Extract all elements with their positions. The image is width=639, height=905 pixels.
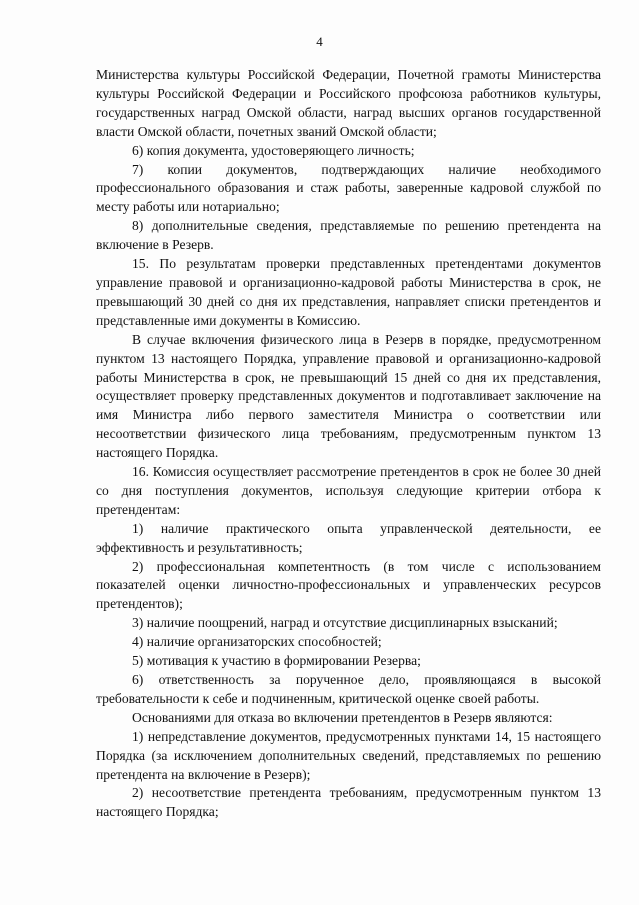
paragraph: 16. Комиссия осуществляет рассмотрение претендентов в срок не более 30 дней со дня поступления документов, используя следующие критерии отбора к претендентам:: [96, 464, 601, 517]
paragraph: 5) мотивация к участию в формировании Резерва;: [132, 653, 421, 669]
paragraph: Министерства культуры Российской Федерации, Почетной грамоты Министерства культуры Российской Федерации и Российского профсоюза работников культуры, государственных наград Омской области, наград высших органов государственной власти Омской области, почетных званий Омской области;: [96, 67, 601, 139]
paragraph: 6) копия документа, удостоверяющего личность;: [132, 142, 415, 158]
paragraph: Основаниями для отказа во включении претендентов в Резерв являются:: [132, 709, 553, 725]
paragraph: 4) наличие организаторских способностей;: [132, 634, 382, 650]
paragraph: 1) наличие практического опыта управленческой деятельности, ее эффективность и результативность;: [96, 520, 601, 555]
paragraph: В случае включения физического лица в Резерв в порядке, предусмотренном пунктом 13 настоящего Порядка, управление правовой и организационно-кадровой работы Министерства в срок, не превышающий 15 дней со дня их представления, осуществляет проверку представленных документов и подготавливает заключение на имя Министра либо первого заместителя Министра о соответствии или несоответствии физического лица требованиям, предусмотренным пунктом 13 настоящего Порядка.: [96, 331, 601, 461]
body-text: [96, 66, 601, 822]
paragraph: 3) наличие поощрений, наград и отсутствие дисциплинарных взысканий;: [132, 615, 558, 631]
paragraph: 2) профессиональная компетентность (в том числе с использованием показателей оценки личностно-профессиональных и управленческих ресурсов претендентов);: [96, 558, 601, 612]
paragraph: 2) несоответствие претендента требованиям, предусмотренным пунктом 13 настоящего Порядка;: [96, 785, 601, 820]
paragraph: 15. По результатам проверки представленных претендентами документов управление правовой и организационно-кадровой работы Министерства в срок, не превышающий 30 дней со дня их представления, направляет списки претендентов и представленные ими документы в Комиссию.: [96, 256, 601, 328]
page-number: 4: [316, 34, 323, 49]
paragraph: 8) дополнительные сведения, представляемые по решению претендента на включение в Резерв.: [96, 218, 601, 253]
paragraph: 1) непредставление документов, предусмотренных пунктами 14, 15 настоящего Порядка (за исключением дополнительных сведений, представляемых по решению претендента на включение в Резерв);: [96, 728, 601, 782]
paragraph: 7) копии документов, подтверждающих наличие необходимого профессионального образования и стаж работы, заверенные кадровой службой по месту работы или нотариально;: [96, 161, 601, 215]
paragraph: 6) ответственность за порученное дело, проявляющаяся в высокой требовательности к себе и подчиненным, критической оценке своей работы.: [96, 672, 601, 706]
